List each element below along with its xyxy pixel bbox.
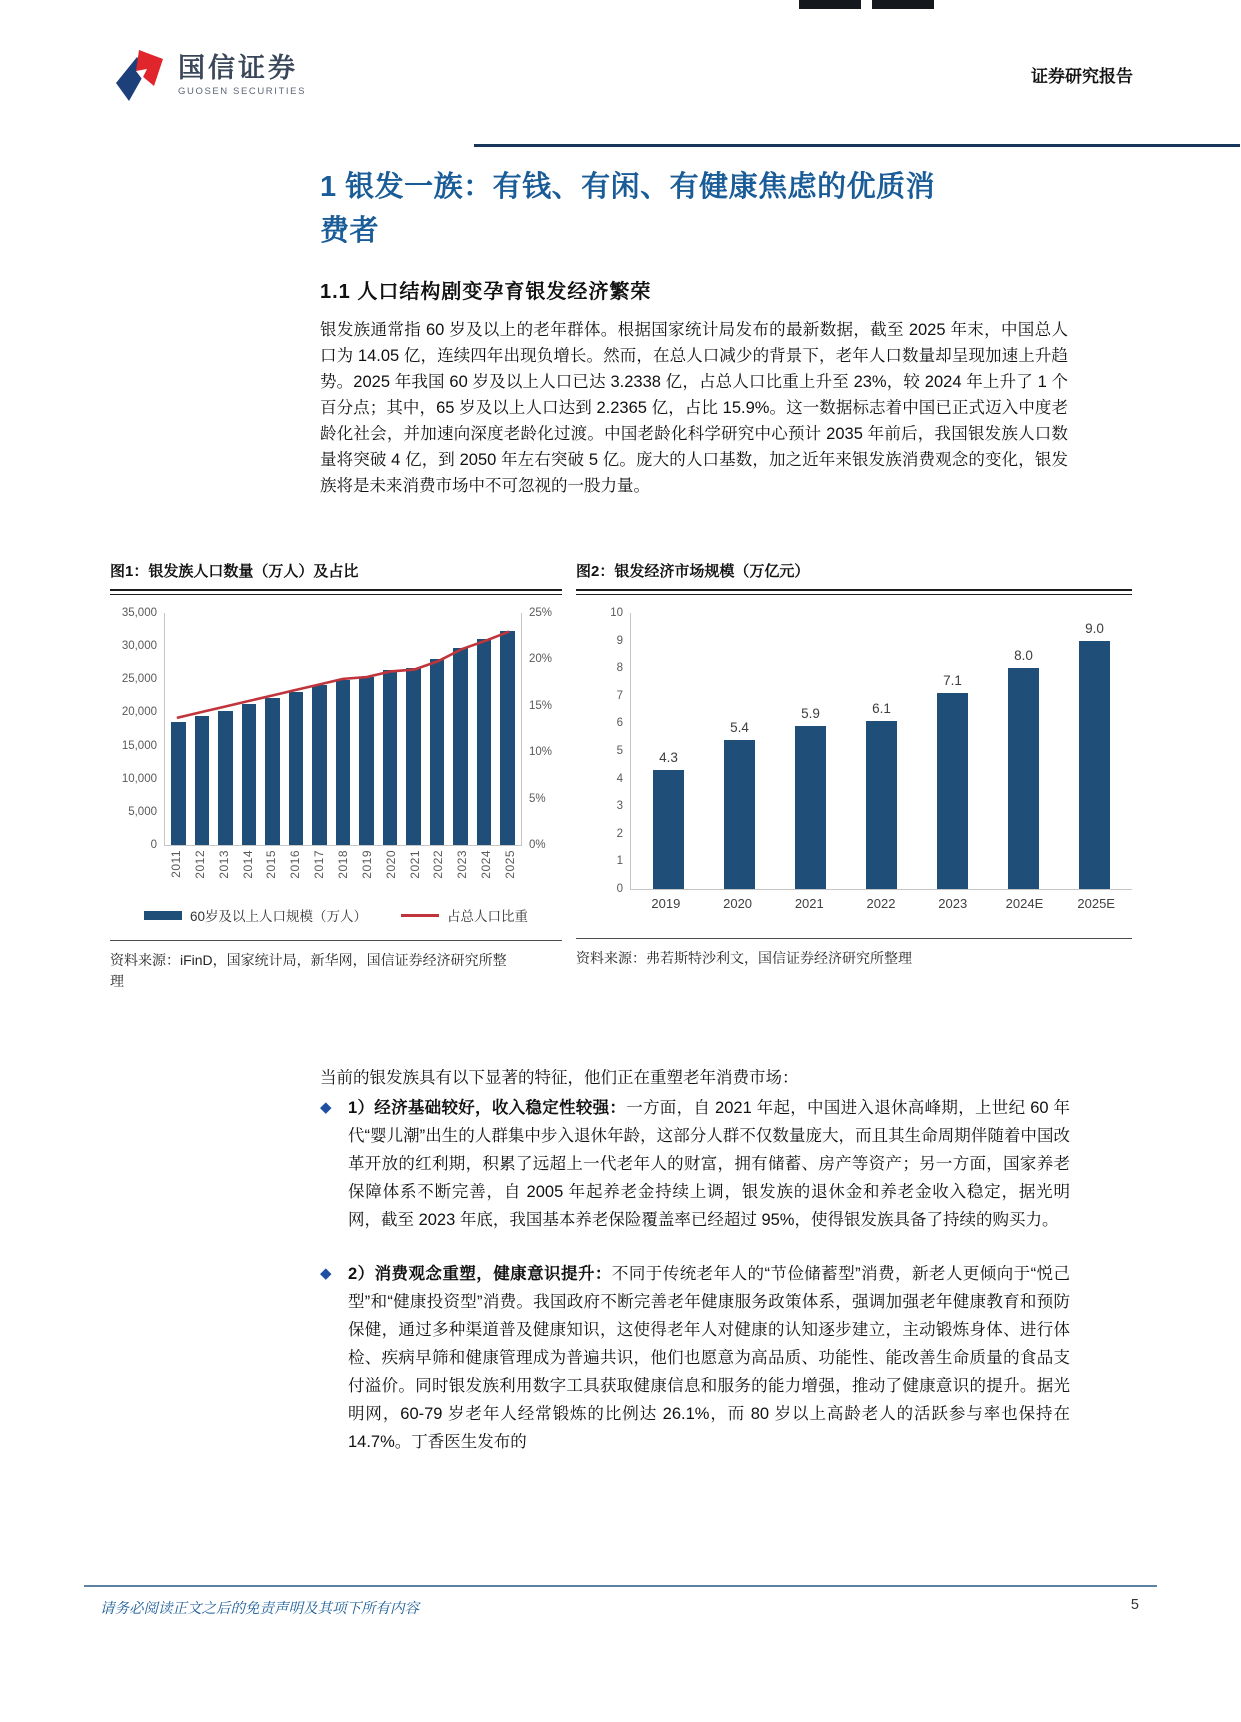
figure1-source: 资料来源：iFinD，国家统计局，新华网，国信证券经济研究所整理 <box>110 952 507 989</box>
bar-value-label: 9.0 <box>1085 620 1104 636</box>
logo-name-en: GUOSEN SECURITIES <box>178 86 307 97</box>
bullet2-body: 不同于传统老年人的“节俭储蓄型”消费，新老人更倾向于“悦己型”和“健康投资型”消费。我国政府不断完善老年健康服务政策体系，强调加强老年健康教育和预防保健，通过多种渠道普及健康知识，这使得老年人对健康的认知逐步建立，主动锻炼身体、进行体检、疾病早筛和健康管理成为普遍共识，他们也愿意为高品质、功能性、能改善生命质量的食品支付溢价。同时银发族利用数字工具获取健康信息和服务的能力增强，推动了健康意识的提升。据光明网，60-79 岁老年人经常锻炼的比例达 26.1%，而 80 岁以上高龄老人的活跃参与率也保持在 14.7%。丁香医生发布的 <box>348 1265 1070 1451</box>
bullet1-heading: 1）经济基础较好，收入稳定性较强： <box>348 1099 627 1117</box>
axis-tick-label: 2015 <box>264 850 279 879</box>
figure2-chart <box>576 607 1132 895</box>
legend-item: 60岁及以上人口规模（万人） <box>144 905 367 925</box>
axis-tick-label: 2025 <box>502 850 517 879</box>
figure2-bar <box>704 613 775 889</box>
axis-tick-label: 2023 <box>938 896 968 911</box>
bullet1-text <box>348 1094 1070 1234</box>
axis-tick-label: 2025E <box>1077 896 1115 911</box>
subsection-title: 1.1 人口结构剧变孕育银发经济繁荣 <box>320 280 652 303</box>
footer-divider <box>84 1585 1157 1587</box>
bar-swatch-icon <box>144 911 182 920</box>
figure2-bar <box>775 613 846 889</box>
bar-value-label: 7.1 <box>943 673 962 689</box>
figure2-bar <box>1059 613 1130 889</box>
bullet2-text <box>348 1260 1070 1456</box>
axis-tick-label: 2013 <box>216 850 231 879</box>
axis-tick-label: 2011 <box>168 850 183 878</box>
axis-tick-label: 2017 <box>312 850 327 879</box>
figure1-left-axis: 35,000 30,000 25,000 20,000 15,000 10,000 5,000 0 <box>121 607 157 851</box>
page-number: 5 <box>1130 1597 1139 1613</box>
figure1-right-axis: 25% 20% 15% 10% 5% 0% <box>529 607 553 851</box>
page-header <box>112 44 1133 108</box>
axis-tick-label: 2019 <box>359 850 374 879</box>
axis-tick-label: 2014 <box>240 850 255 879</box>
line-swatch-icon <box>401 914 439 917</box>
axis-tick-label: 2020 <box>723 896 753 911</box>
diamond-bullet-icon: ◆ <box>320 1265 332 1282</box>
figure2-title-rule <box>576 589 1132 595</box>
axis-tick-label: 2024E <box>1005 896 1044 911</box>
redacted-bar <box>799 0 861 9</box>
figure2-source-rule <box>576 938 1132 939</box>
figure2-bar <box>917 613 988 889</box>
bullet2-heading: 2）消费观念重塑，健康意识提升： <box>348 1265 612 1283</box>
guosen-logo-text <box>178 53 306 97</box>
guosen-logo-icon <box>112 46 168 104</box>
figure2-x-axis-labels <box>630 896 1132 916</box>
axis-tick-label: 2021 <box>407 850 422 879</box>
header-divider <box>474 144 1240 147</box>
figure2-plot-area <box>630 613 1132 890</box>
guosen-logo <box>112 46 306 104</box>
diamond-bullet-icon: ◆ <box>320 1099 332 1116</box>
intro-paragraph: 银发族通常指 60 岁及以上的老年群体。根据国家统计局发布的最新数据，截至 2025 年末，中国总人口为 14.05 亿，连续四年出现负增长。然而，在总人口减少的背景下，老年人口数量却呈现加速上升趋势。2025 年我国 60 岁及以上人口已达 3.2338 亿，占总人口比重上升至 23%，较 2024 年上升了 1 个百分点；其中，65 岁及以上人口达到 2.2365 亿，占比 15.9%。这一数据标志着中国已正式迈入中度老龄化社会，并加速向深度老龄化过渡。中国老龄化科学研究中心预计 2035 年前后，我国银发族人口数量将突破 4 亿，到 2050 年左右突破 5 亿。庞大的人口基数，加之近年来银发族消费观念的变化，银发族将是未来消费市场中不可忽视的一股力量。 <box>320 320 1068 495</box>
figure2-title: 图2：银发经济市场规模（万亿元） <box>576 563 810 580</box>
figure1-source-rule <box>110 940 562 941</box>
axis-tick-label: 2016 <box>288 850 303 879</box>
bar-value-label: 4.3 <box>659 750 678 766</box>
features-lead: 当前的银发族具有以下显著的特征，他们正在重塑老年消费市场： <box>320 1068 799 1087</box>
figure1-legend <box>110 904 562 926</box>
legend-item: 占总人口比重 <box>401 905 528 925</box>
axis-tick-label: 2023 <box>455 850 470 879</box>
figure1-chart <box>110 607 562 851</box>
bar-value-label: 6.1 <box>872 700 891 716</box>
figure2-bar <box>846 613 917 889</box>
bullet1-body: 一方面，自 2021 年起，中国进入退休高峰期，上世纪 60 年代“婴儿潮”出生的人群集中步入退休年龄，这部分人群不仅数量庞大，而且其生命周期伴随着中国改革开放的红利期，积累了远超上一代老年人的财富，拥有储蓄、房产等资产；另一方面，国家养老保障体系不断完善，自 2005 年起养老金持续上调，银发族的退休金和养老金收入稳定，据光明网，截至 2023 年底，我国基本养老保险覆盖率已经超过 95%，使得银发族具备了持续的购买力。 <box>348 1099 1070 1229</box>
bar-value-label: 8.0 <box>1014 648 1033 664</box>
axis-tick-label: 2012 <box>192 850 207 879</box>
figure1-ratio-line <box>165 613 521 845</box>
figure2-left-axis: 10 9 8 7 6 5 4 3 2 1 0 <box>610 607 623 895</box>
figure1-title: 图1：银发族人口数量（万人）及占比 <box>110 563 359 580</box>
axis-tick-label: 2021 <box>794 896 824 911</box>
section-title: 1 银发一族：有钱、有闲、有健康焦虑的优质消费者 <box>320 171 936 248</box>
redacted-bar <box>872 0 934 9</box>
figure2-bar <box>633 613 704 889</box>
bar-value-label: 5.4 <box>730 719 749 735</box>
list-item <box>320 1260 1070 1456</box>
figure2-bar <box>988 613 1059 889</box>
list-item <box>320 1094 1070 1234</box>
figure2 <box>576 562 1132 992</box>
axis-tick-label: 2022 <box>866 896 896 911</box>
axis-tick-label: 2020 <box>383 850 398 879</box>
axis-tick-label: 2022 <box>431 850 446 879</box>
figure2-source: 资料来源：弗若斯特沙利文，国信证券经济研究所整理 <box>576 950 912 966</box>
logo-name-cn: 国信证券 <box>178 53 298 83</box>
footer-disclaimer: 请务必阅读正文之后的免责声明及其项下所有内容 <box>100 1601 419 1617</box>
figure1-title-rule <box>110 589 562 595</box>
figures-row <box>110 562 1132 992</box>
figure1 <box>110 562 562 992</box>
report-type-label: 证券研究报告 <box>1031 67 1133 86</box>
axis-tick-label: 2018 <box>335 850 350 879</box>
axis-tick-label: 2024 <box>479 850 494 879</box>
figure1-plot-area <box>164 613 522 846</box>
figure2-bars <box>631 613 1132 889</box>
axis-tick-label: 2019 <box>651 896 681 911</box>
figure1-x-axis-labels <box>164 850 522 896</box>
features-list <box>320 1094 1070 1482</box>
bar-value-label: 5.9 <box>801 706 820 722</box>
